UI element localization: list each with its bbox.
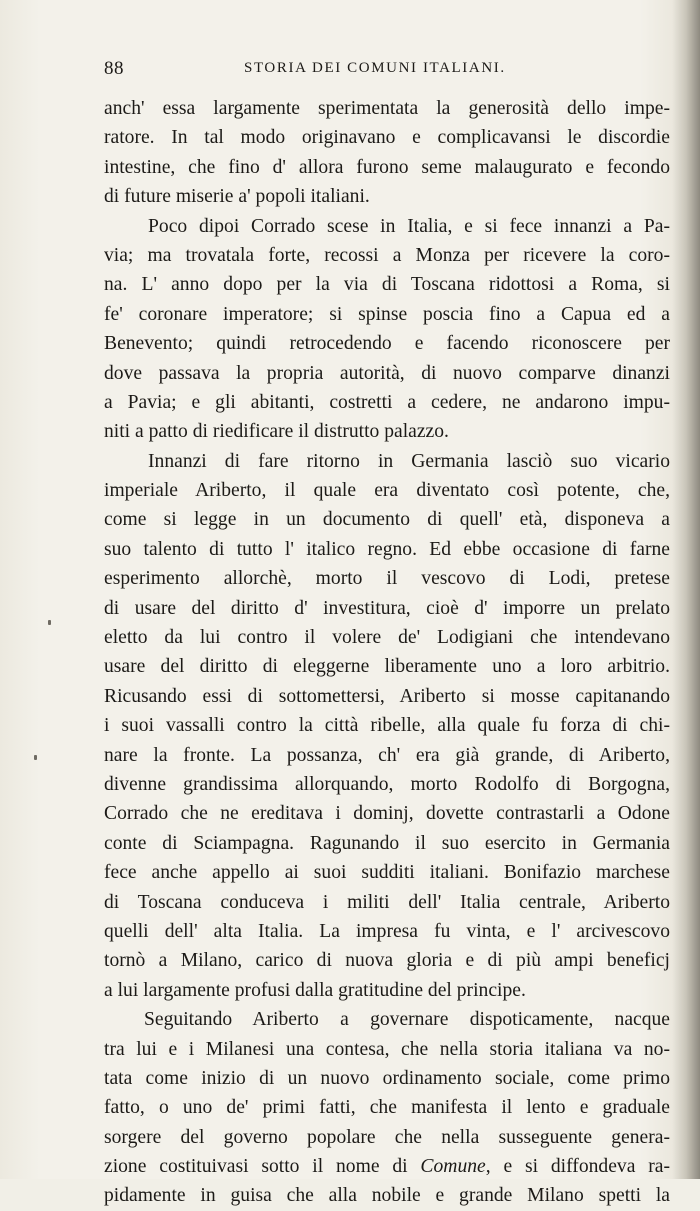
- italic-term: Comune: [420, 1156, 486, 1178]
- margin-speck: [34, 755, 37, 760]
- text-line: Benevento; quindi retrocedendo e facendo riconoscere per: [104, 333, 670, 355]
- text-line: a lui largamente profusi dalla gratitudine del principe.: [104, 979, 526, 1001]
- text-line: fece anche appello ai suoi sudditi italiani. Bonifazio marchese: [104, 862, 670, 884]
- text-line: sorgere del governo popolare che nella susseguente genera-: [104, 1126, 670, 1148]
- text-line: di Toscana conduceva i militi dell' Italia centrale, Ariberto: [104, 891, 670, 913]
- text-line: Seguitando Ariberto a governare dispoticamente, nacque: [144, 1009, 670, 1031]
- text-line: via; ma trovatala forte, recossi a Monza per ricevere la coro-: [104, 244, 670, 266]
- text-line: anch' essa largamente sperimentata la generosità dello impe-: [104, 98, 670, 119]
- text-line: dove passava la propria autorità, di nuovo comparve dinanzi: [104, 362, 670, 384]
- text-line: conte di Sciampagna. Ragunando il suo esercito in Germania: [104, 832, 670, 854]
- text-segment: zione costituivasi sotto il nome di: [104, 1156, 408, 1178]
- text-line: di usare del diritto d' investitura, cioè d' imporre un prelato: [104, 597, 670, 619]
- text-segment: , e si diffondeva ra-: [485, 1156, 670, 1178]
- text-line: na. L' anno dopo per la via di Toscana ridottosi a Roma, si: [104, 274, 670, 296]
- text-line: tata come inizio di un nuovo ordinamento sociale, come primo: [104, 1067, 670, 1089]
- text-line: eletto da lui contro il volere de' Lodigiani che intendevano: [104, 627, 670, 649]
- text-line: Innanzi di fare ritorno in Germania lasciò suo vicario: [148, 450, 670, 472]
- text-line: fe' coronare imperatore; si spinse poscia fino a Capua ed a: [104, 303, 670, 325]
- text-line: ratore. In tal modo originavano e complicavansi le discordie: [104, 127, 670, 149]
- text-line: esperimento allorchè, morto il vescovo di Lodi, pretese: [104, 568, 670, 590]
- running-title: STORIA DEI COMUNI ITALIANI.: [244, 60, 506, 76]
- text-line: usare del diritto di eleggerne liberamente uno a loro arbitrio.: [104, 656, 670, 678]
- text-line: tornò a Milano, carico di nuova gloria e di più ampi beneficj: [104, 950, 670, 972]
- text-line: intestine, che fino d' allora furono seme malaugurato e fecondo: [104, 156, 670, 178]
- body-text: [104, 94, 670, 1211]
- text-line: come si legge in un documento di quell' età, disponeva a: [104, 509, 670, 531]
- text-line-with-italic: [104, 1152, 670, 1181]
- text-line: Corrado che ne ereditava i dominj, dovette contrastarli a Odone: [104, 803, 670, 825]
- text-line: suo talento di tutto l' italico regno. Ed ebbe occasione di farne: [104, 538, 670, 560]
- text-line: divenne grandissima allorquando, morto Rodolfo di Borgogna,: [104, 773, 670, 795]
- margin-speck: [48, 620, 51, 625]
- page-header: [104, 58, 670, 84]
- text-line: Ricusando essi di sottomettersi, Ariberto si mosse capitanando: [104, 685, 670, 707]
- text-line: pidamente in guisa che alla nobile e grande Milano spetti la: [104, 1185, 670, 1207]
- page-number: 88: [104, 58, 124, 79]
- text-line: a Pavia; e gli abitanti, costretti a cedere, ne andarono impu-: [104, 391, 670, 413]
- text-line: di future miserie a' popoli italiani.: [104, 186, 370, 208]
- text-line: nare la fronte. La possanza, ch' era già grande, di Ariberto,: [104, 744, 670, 766]
- text-line: niti a patto di riedificare il distrutto palazzo.: [104, 421, 449, 443]
- text-line: imperiale Ariberto, il quale era diventato così potente, che,: [104, 480, 670, 502]
- text-line: Poco dipoi Corrado scese in Italia, e si fece innanzi a Pa-: [148, 215, 670, 237]
- text-line: fatto, o uno de' primi fatti, che manifesta il lento e graduale: [104, 1097, 670, 1119]
- text-line: quelli dell' alta Italia. La impresa fu vinta, e l' arcivescovo: [104, 920, 670, 942]
- text-line: tra lui e i Milanesi una contesa, che nella storia italiana va no-: [104, 1038, 670, 1060]
- text-line: i suoi vassalli contro la città ribelle, alla quale fu forza di chi-: [104, 715, 670, 737]
